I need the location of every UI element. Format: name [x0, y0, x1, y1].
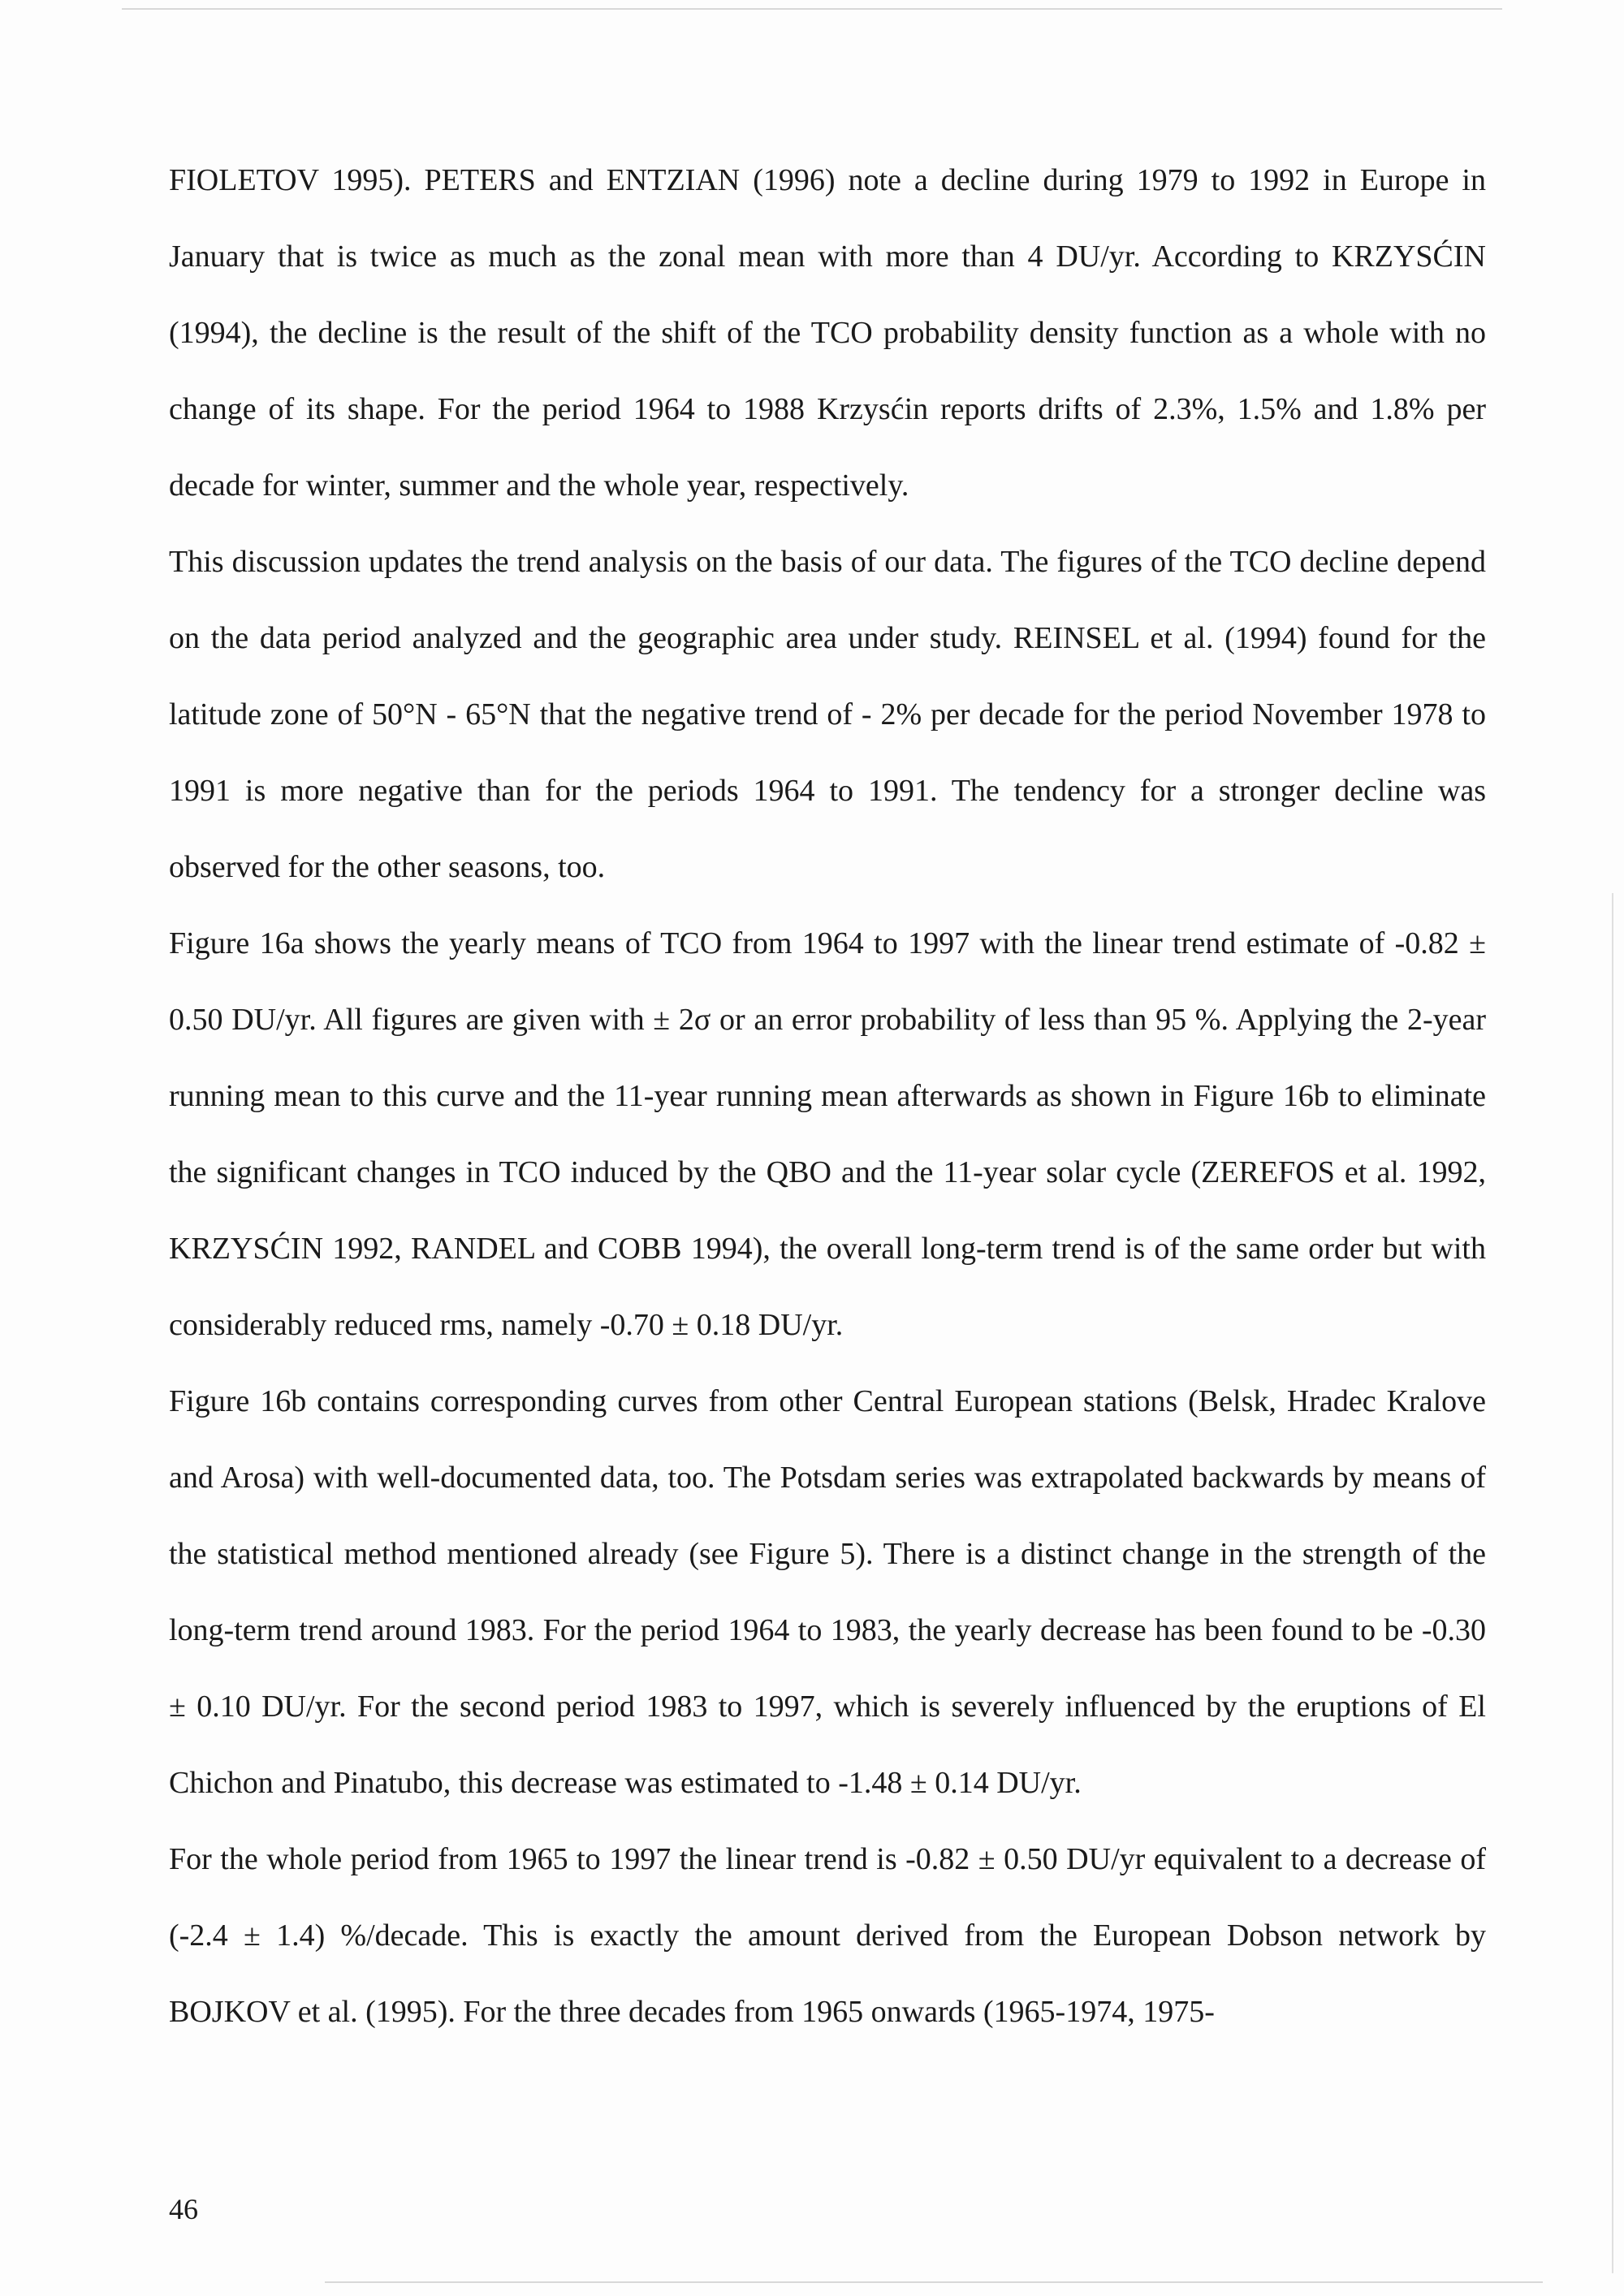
paragraph-3: Figure 16a shows the yearly means of TCO from 1964 to 1997 with the linear trend estimate of -0.82 ± 0.50 DU/yr. All figures are given with ± 2σ or an error probability of less than 95 %. Applying the 2-year running mean to this curve and the 11-year running mean afterwards as shown in Figure 16b to eliminate the significant changes in TCO induced by the QBO and the 11-year solar cycle (ZEREFOS et al. 1992, KRZYSĆIN 1992, RANDEL and COBB 1994), the overall long-term trend is of the same order but with considerably reduced rms, namely -0.70 ± 0.18 DU/yr. — [169, 926, 1486, 1342]
paragraph-2: This discussion updates the trend analysis on the basis of our data. The figures of the TCO decline depend on the data period analyzed and the geographic area under study. REINSEL et al. (1994) found for the latitude zone of 50°N - 65°N that the negative trend of - 2% per decade for the period November 1978 to 1991 is more negative than for the periods 1964 to 1991. The tendency for a stronger decline was observed for the other seasons, too. — [169, 545, 1486, 884]
paragraph-1: FIOLETOV 1995). PETERS and ENTZIAN (1996) note a decline during 1979 to 1992 in Europe in January that is twice as much as the zonal mean with more than 4 DU/yr. According to KRZYSĆIN (1994), the decline is the result of the shift of the TCO probability density function as a whole with no change of its shape. For the period 1964 to 1988 Krzysćin reports drifts of 2.3%, 1.5% and 1.8% per decade for winter, summer and the whole year, respectively. — [169, 163, 1486, 503]
paragraph-4: Figure 16b contains corresponding curves from other Central European stations (Belsk, Hradec Kralove and Arosa) with well-documented data, too. The Potsdam series was extrapolated backwards by means of the statistical method mentioned already (see Figure 5). There is a distinct change in the strength of the long-term trend around 1983. For the period 1964 to 1983, the yearly decrease has been found to be -0.30 ± 0.10 DU/yr. For the second period 1983 to 1997, which is severely influenced by the eruptions of El Chichon and Pinatubo, this decrease was estimated to -1.48 ± 0.14 DU/yr. — [169, 1384, 1486, 1800]
page-number: 46 — [169, 2193, 198, 2225]
scan-edge-right — [1612, 893, 1613, 2273]
scan-edge-bottom — [325, 2281, 1543, 2283]
paragraph-5: For the whole period from 1965 to 1997 the linear trend is -0.82 ± 0.50 DU/yr equivalent to a decrease of (-2.4 ± 1.4) %/decade. This is exactly the amount derived from the European Dobson network by BOJKOV et al. (1995). For the three decades from 1965 onwards (1965-1974, 1975- — [169, 1842, 1486, 2029]
body-text — [169, 142, 1486, 2050]
scan-edge-top — [122, 8, 1502, 10]
